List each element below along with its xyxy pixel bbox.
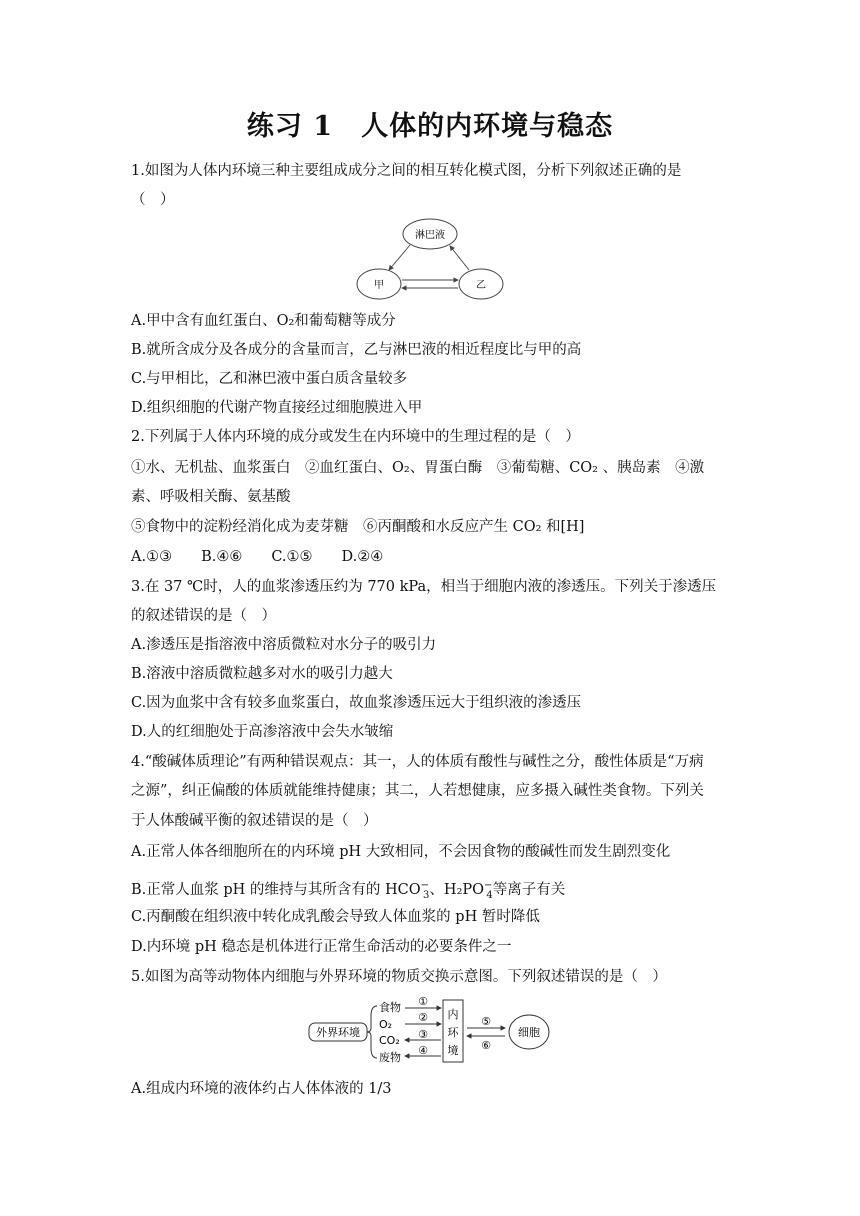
q4-option-a: A.正常人体各细胞所在的内环境 pH 大致相同，不会因食物的酸碱性而发生剧烈变化	[131, 844, 671, 860]
q3-option-d: D.人的红细胞处于高渗溶液中会失水皱缩	[131, 724, 394, 740]
q3-option-c: C.因为血浆中含有较多血浆蛋白，故血浆渗透压远大于组织液的渗透压	[131, 695, 582, 711]
yi-to-lymph-arrow	[450, 246, 469, 270]
q1-option-b: B.就所含成分及各成分的含量而言，乙与淋巴液的相近程度比与甲的高	[131, 342, 582, 358]
cell-label: 细胞	[518, 1026, 540, 1039]
internal-env-char-1: 内	[447, 1008, 459, 1021]
yi-label: 乙	[476, 280, 486, 291]
q3-option-a: A.渗透压是指溶液中溶质微粒对水分子的吸引力	[131, 637, 437, 653]
q1-stem-line1: 1.如图为人体内环境三种主要组成成分之间的相互转化模式图，分析下列叙述正确的是	[131, 163, 682, 179]
q3-option-b: B.溶液中溶质微粒越多对水的吸引力越大	[131, 666, 393, 682]
q4-option-b-prefix: B.正常人血浆 pH 的维持与其所含有的 HCO	[131, 881, 421, 898]
q4-option-b-ion2: 、H₂PO	[429, 881, 485, 898]
o2-label: O₂	[379, 1018, 393, 1031]
arrow-3-number: ③	[418, 1028, 428, 1041]
q1-body-fluid-diagram	[355, 212, 505, 312]
q5-stem: 5.如图为高等动物体内细胞与外界环境的物质交换示意图。下列叙述错误的是（ ）	[131, 969, 667, 985]
co2-label: CO₂	[379, 1034, 400, 1047]
q2-options: A.①③ B.④⑥ C.①⑤ D.②④	[131, 549, 384, 565]
q2-items-line3: ⑤食物中的淀粉经消化成为麦芽糖 ⑥丙酮酸和水反应产生 CO₂ 和[H]	[131, 519, 585, 535]
q2-items-line2: 素、呼吸相关酶、氨基酸	[131, 489, 291, 505]
bicarbonate-charge: −	[420, 880, 430, 891]
q4-stem-line3: 于人体酸碱平衡的叙述错误的是（ ）	[131, 813, 378, 829]
arrow-5-number: ⑤	[481, 1015, 491, 1028]
lymph-label: 淋巴液	[415, 230, 445, 241]
food-label: 食物	[379, 1001, 401, 1014]
page-title: 练习 1 人体的内环境与稳态	[246, 111, 614, 142]
phosphate-index	[484, 876, 493, 906]
q2-stem: 2.下列属于人体内环境的成分或发生在内环境中的生理过程的是（ ）	[131, 429, 580, 445]
internal-env-char-2: 环	[447, 1026, 459, 1039]
q3-stem-line2: 的叙述错误的是（ ）	[131, 608, 276, 624]
q4-option-c: C.丙酮酸在组织液中转化成乳酸会导致人体血浆的 pH 暂时降低	[131, 909, 540, 925]
internal-env-char-3: 境	[447, 1044, 459, 1057]
arrow-2-number: ②	[418, 1011, 428, 1024]
q4-option-d: D.内环境 pH 稳态是机体进行正常生命活动的必要条件之一	[131, 939, 512, 955]
arrow-4-number: ④	[418, 1044, 428, 1057]
q5-option-a: A.组成内环境的液体约占人体体液的 1/3	[131, 1081, 392, 1097]
brace	[367, 1006, 377, 1058]
q5-exchange-diagram	[305, 996, 560, 1066]
bicarbonate-subscript: 3	[423, 889, 430, 901]
lymph-to-jia-arrow	[389, 245, 410, 270]
q3-stem-line1: 3.在 37 ℃时，人的血浆渗透压约为 770 kPa，相当于细胞内液的渗透压。下列关于渗透压	[131, 579, 717, 595]
q1-option-a: A.甲中含有血红蛋白、O₂和葡萄糖等成分	[131, 313, 396, 329]
q1-option-c: C.与甲相比，乙和淋巴液中蛋白质含量较多	[131, 371, 408, 387]
q4-option-b-suffix: 等离子有关	[492, 881, 566, 898]
q4-stem-line2: 之源”，纠正偏酸的体质就能维持健康；其二，人若想健康，应多摄入碱性类食物。下列关	[131, 783, 704, 799]
jia-label: 甲	[374, 280, 384, 291]
q1-stem-line2: （ ）	[131, 192, 175, 208]
outside-environment-label: 外界环境	[316, 1026, 360, 1039]
phosphate-subscript: 4	[486, 889, 493, 901]
q2-items-line1: ①水、无机盐、血浆蛋白 ②血红蛋白、O₂、胃蛋白酶 ③葡萄糖、CO₂ 、胰岛素 ④激	[131, 460, 705, 476]
q1-option-d: D.组织细胞的代谢产物直接经过细胞膜进入甲	[131, 400, 423, 416]
q4-stem-line1: 4.“酸碱体质理论”有两种错误观点：其一，人的体质有酸性与碱性之分，酸性体质是“万病	[131, 754, 704, 770]
waste-label: 废物	[379, 1051, 401, 1064]
arrow-1-number: ①	[418, 996, 428, 1008]
arrow-6-number: ⑥	[481, 1039, 491, 1052]
q4-option-b	[131, 876, 565, 906]
phosphate-charge: −	[484, 880, 493, 891]
bicarbonate-index	[421, 876, 430, 906]
